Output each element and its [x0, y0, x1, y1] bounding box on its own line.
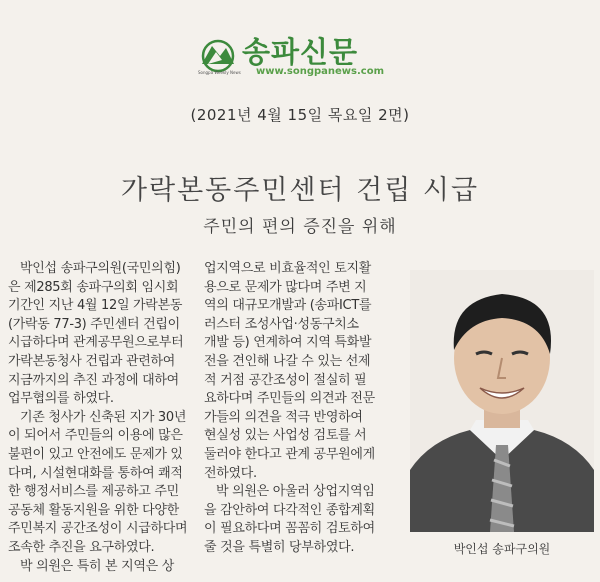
text-line: 현실성 있는 사업성 검토를 서 — [204, 428, 367, 444]
photo-caption: 박인섭 송파구의원 — [453, 542, 551, 556]
portrait-photo — [410, 270, 594, 532]
newspaper-logo-icon — [198, 34, 238, 74]
text-line: 줄 것을 특별히 당부하였다. — [204, 539, 355, 555]
text-line: 용으로 문제가 많다며 주변 지 — [204, 279, 367, 295]
article-column-2 — [204, 260, 400, 558]
portrait-illustration — [410, 270, 594, 532]
text-line: 업무협의를 하였다. — [8, 391, 114, 407]
text-line: 이 되어서 주민들의 이용에 많은 — [8, 428, 183, 444]
logo-subtitle: Songpa Weekly News — [198, 70, 241, 75]
text-line: 불편이 있고 안전에도 문제가 있 — [8, 446, 183, 462]
article-column-1 — [8, 260, 198, 576]
text-line: (가락동 77-3) 주민센터 건립이 — [8, 316, 180, 332]
newspaper-url: www.songpanews.com — [256, 66, 384, 77]
text-line: 요하다며 주민들의 의견과 전문 — [204, 391, 375, 407]
text-line: 다며, 시설현대화를 통하여 쾌적 — [8, 465, 183, 481]
text-line: 전하였다. — [204, 465, 257, 481]
newspaper-name: 송파신문 — [242, 35, 359, 69]
text-line: 업지역으로 비효율적인 토지활 — [204, 261, 372, 276]
article-subheadline: 주민의 편의 증진을 위해 — [203, 217, 397, 237]
text-line: 가락본동청사 건립과 관련하여 — [8, 353, 176, 369]
text-line: 박 의원은 아울러 상업지역임 — [216, 484, 375, 500]
text-line: 조속한 추진을 요구하였다. — [8, 539, 155, 555]
article-headline: 가락본동주민센터 건립 시급 — [120, 175, 480, 206]
text-line: 을 감안하여 다각적인 종합계획 — [204, 502, 375, 518]
text-line: 한 행정서비스를 제공하고 주민 — [8, 484, 179, 500]
masthead — [198, 28, 398, 82]
text-line: 지금까지의 추진 과정에 대하여 — [8, 372, 179, 388]
text-line: 개발 등) 연계하여 지역 특화발 — [204, 335, 372, 351]
text-line: 러스터 조성사업·성동구치소 — [204, 316, 359, 332]
text-line: 박인섭 송파구의원(국민의힘) — [20, 261, 181, 276]
dateline: (2021년 4월 15일 목요일 2면) — [190, 106, 410, 124]
text-line: 가들의 의견을 적극 반영하여 — [204, 409, 363, 425]
text-line: 역의 대규모개발과 (송파ICT를 — [204, 298, 372, 314]
text-line: 주민복지 공간조성이 시급하다며 — [8, 521, 188, 537]
text-line: 박 의원은 특히 본 지역은 상 — [20, 558, 174, 574]
text-line: 은 제285회 송파구의회 임시회 — [8, 279, 179, 295]
text-line: 기간인 지난 4월 12일 가락본동 — [8, 298, 183, 314]
text-line: 공동체 활동지원을 위한 다양한 — [8, 502, 179, 518]
text-line: 전을 견인해 나갈 수 있는 선제 — [204, 353, 371, 369]
text-line: 시급하다며 관계공무원으로부터 — [8, 335, 184, 351]
text-line: 적 거점 공간조성이 절실히 필 — [204, 372, 367, 388]
text-line: 기존 청사가 신축된 지가 30년 — [20, 409, 187, 425]
text-line: 이 필요하다며 꼼꼼히 검토하여 — [204, 521, 375, 537]
text-line: 둘러야 한다고 관계 공무원에게 — [204, 446, 375, 462]
